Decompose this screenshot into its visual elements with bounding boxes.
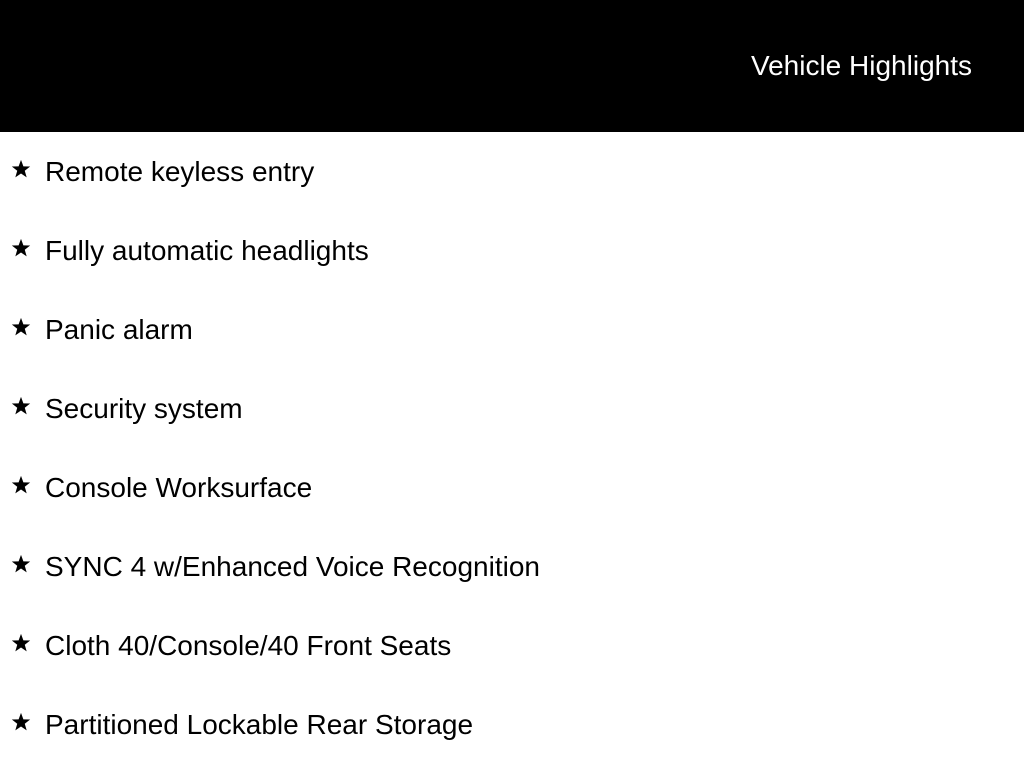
header-banner [0, 0, 1024, 132]
list-item-label: Panic alarm [45, 314, 193, 345]
page-title: Vehicle Highlights [750, 50, 972, 81]
star-icon [10, 474, 32, 496]
list-item-label: Fully automatic headlights [45, 235, 369, 266]
list-item [0, 388, 1024, 467]
star-icon [10, 395, 32, 417]
list-item [0, 625, 1024, 704]
list-item [0, 151, 1024, 230]
list-item [0, 546, 1024, 625]
list-item [0, 230, 1024, 309]
star-icon [10, 553, 32, 575]
list-item-label: Cloth 40/Console/40 Front Seats [45, 630, 452, 661]
list-item-label: Partitioned Lockable Rear Storage [45, 709, 474, 740]
vehicle-highlights-list [0, 151, 1024, 783]
list-item-label: SYNC 4 w/Enhanced Voice Recognition [45, 551, 540, 582]
star-icon [10, 632, 32, 654]
list-item-label: Remote keyless entry [45, 156, 315, 187]
list-item-label: Security system [45, 393, 243, 424]
star-icon [10, 237, 32, 259]
star-icon [10, 711, 32, 733]
star-icon [10, 316, 32, 338]
list-item [0, 704, 1024, 783]
list-item [0, 467, 1024, 546]
list-item-label: Console Worksurface [45, 472, 313, 503]
star-icon [10, 158, 32, 180]
list-item [0, 309, 1024, 388]
